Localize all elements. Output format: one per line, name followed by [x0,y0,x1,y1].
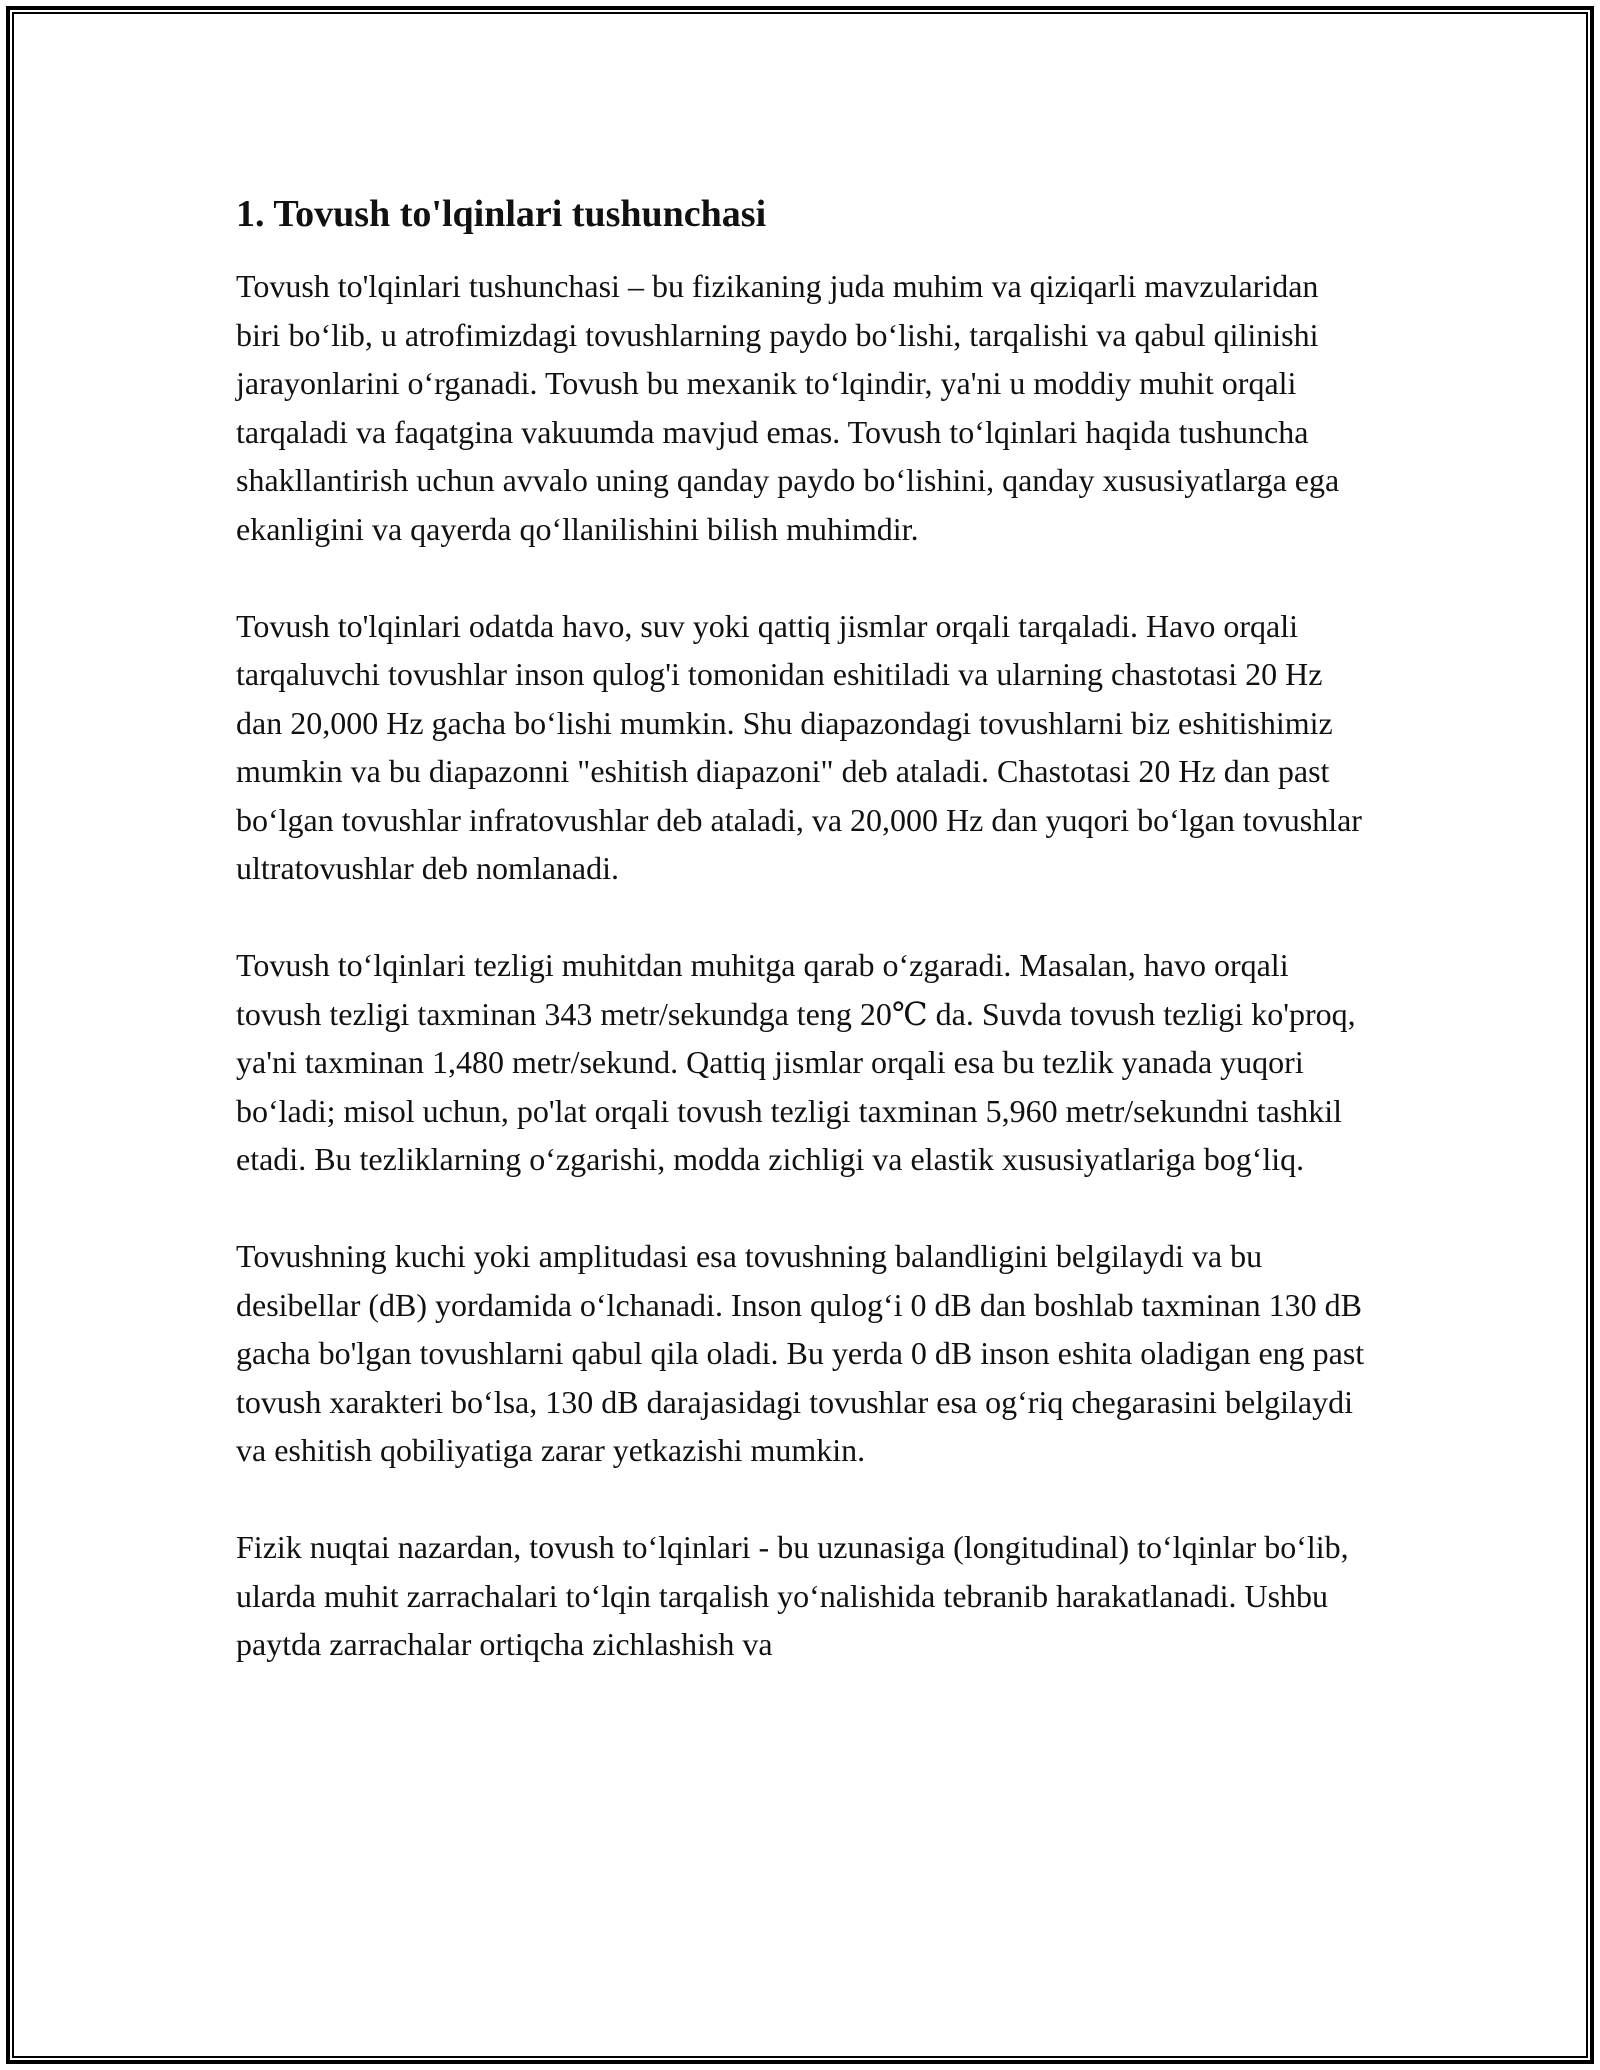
paragraph-3: Tovush to‘lqinlari tezligi muhitdan muhitga qarab o‘zgaradi. Masalan, havo orqali tovush tezligi taxminan 343 metr/sekundga teng 20℃ da. Suvda tovush tezligi ko'proq, ya'ni taxminan 1,480 metr/sekund. Qattiq jismlar orqali esa bu tezlik yanada yuqori bo‘ladi; misol uchun, po'lat orqali tovush tezligi taxminan 5,960 metr/sekundni tashkil etadi. Bu tezliklarning o‘zgarishi, modda zichligi va elastik xususiyatlariga bog‘liq. [236,947,1356,1177]
paragraph-1: Tovush to'lqinlari tushunchasi – bu fizikaning juda muhim va qiziqarli mavzularidan biri bo‘lib, u atrofimizdagi tovushlarning paydo bo‘lishi, tarqalishi va qabul qilinishi jarayonlarini o‘rganadi. Tovush bu mexanik to‘lqindir, ya'ni u moddiy muhit orqali tarqaladi va faqatgina vakuumda mavjud emas. Tovush to‘lqinlari haqida tushuncha shakllantirish uchun avvalo uning qanday paydo bo‘lishini, qanday xususiyatlarga ega ekanligini va qayerda qo‘llanilishini bilish muhimdir. [236,268,1340,547]
section-heading: 1. Tovush to'lqinlari tushunchasi [236,193,767,235]
paragraph-2: Tovush to'lqinlari odatda havo, suv yoki qattiq jismlar orqali tarqaladi. Havo orqali tarqaluvchi tovushlar inson qulog'i tomonidan eshitiladi va ularning chastotasi 20 Hz dan 20,000 Hz gacha bo‘lishi mumkin. Shu diapazondagi tovushlarni biz eshitishimiz mumkin va bu diapazonni "eshitish diapazoni" deb ataladi. Chastotasi 20 Hz dan past bo‘lgan tovushlar infratovushlar deb ataladi, va 20,000 Hz dan yuqori bo‘lgan tovushlar ultratovushlar deb nomlanadi. [236,607,1362,886]
paragraph-5: Fizik nuqtai nazardan, tovush to‘lqinlari - bu uzunasiga (longitudinal) to‘lqinlar bo‘lib, ularda muhit zarrachalari to‘lqin tarqalish yo‘nalishida tebranib harakatlanadi. Ushbu paytda zarrachalar ortiqcha zichlashish va [236,1529,1349,1662]
paragraph-4: Tovushning kuchi yoki amplitudasi esa tovushning balandligini belgilaydi va bu desibellar (dB) yordamida o‘lchanadi. Inson qulog‘i 0 dB dan boshlab taxminan 130 dB gacha bo'lgan tovushlarni qabul qila oladi. Bu yerda 0 dB inson eshita oladigan eng past tovush xarakteri bo‘lsa, 130 dB darajasidagi tovushlar esa og‘riq chegarasini belgilaydi va eshitish qobiliyatiga zarar yetkazishi mumkin. [236,1238,1365,1468]
document-body [236,186,1366,1717]
